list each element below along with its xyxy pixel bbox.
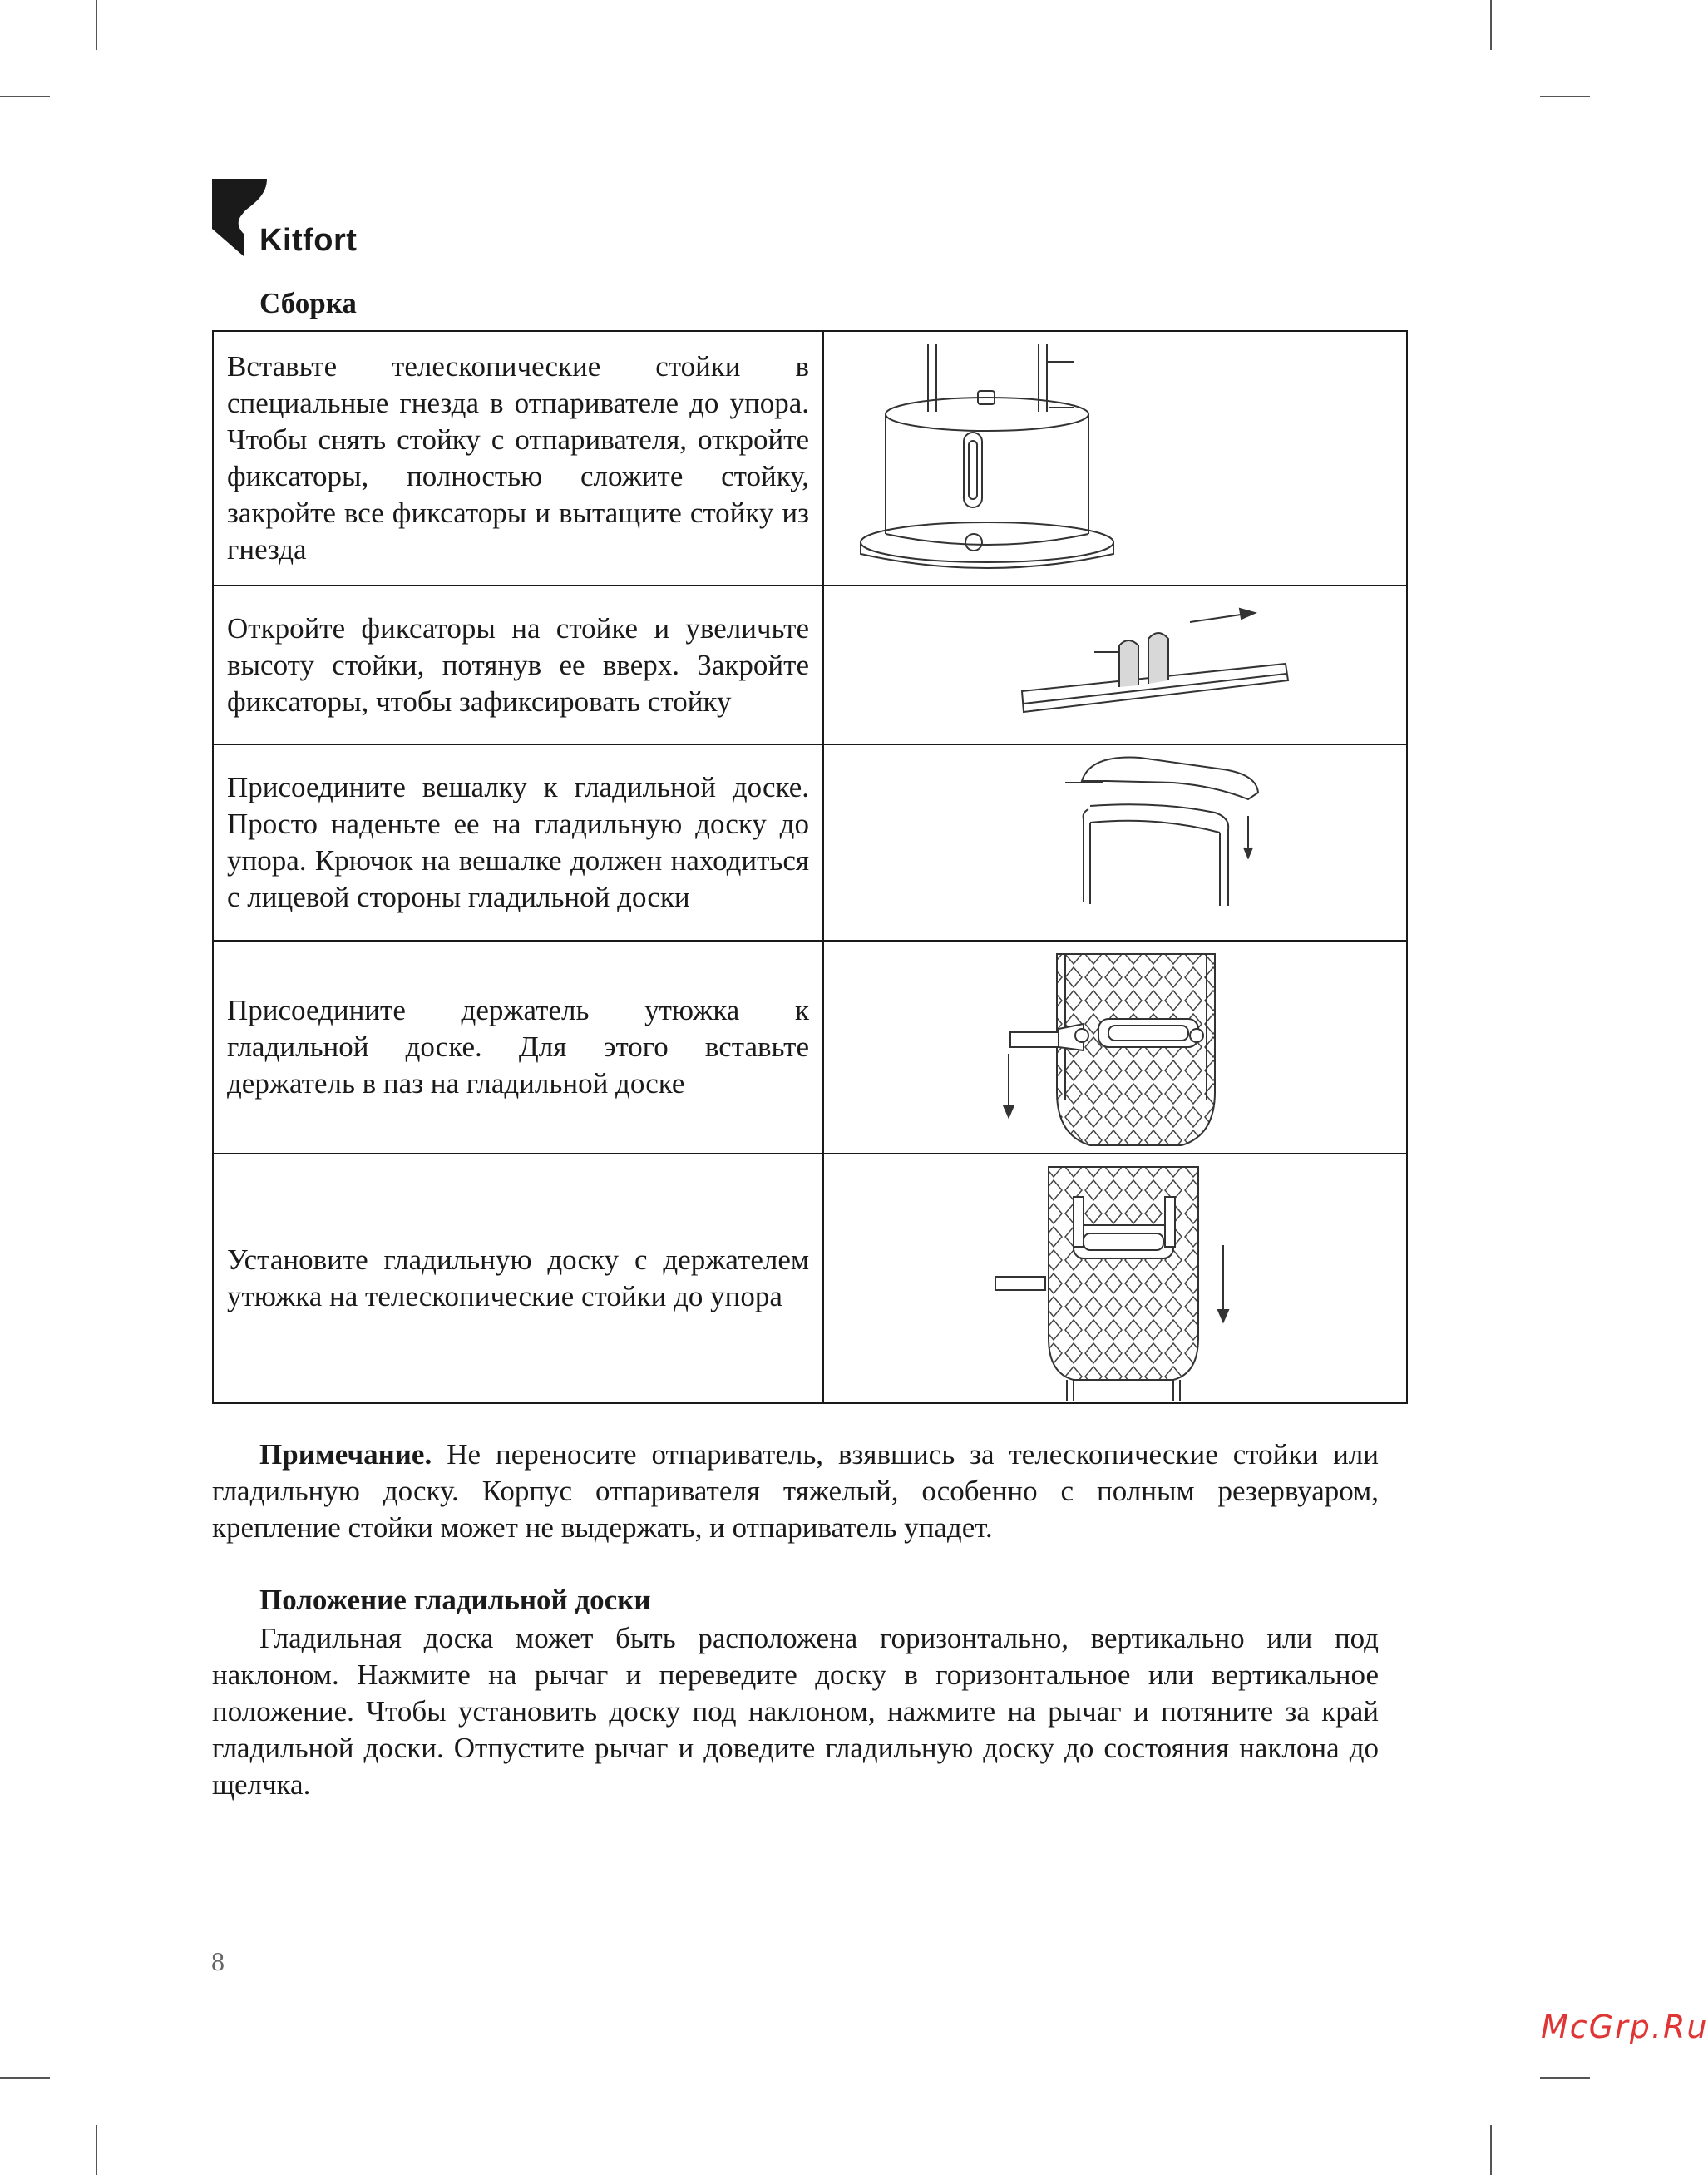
- hanger-illustration: [824, 746, 1406, 939]
- step-text: Присоедините держатель утюжка к гладильной доске. Для этого вставьте держатель в паз на гладильной доске: [213, 941, 823, 1154]
- brand-name: Kitfort: [259, 223, 358, 258]
- step-illustration: [823, 331, 1407, 586]
- board-position-paragraph: Гладильная доска может быть расположена горизонтально, вертикально или под наклоном. Нажмите на рычаг и переведите доску в горизонтальное или вертикальное положение. Чтобы установить доску под наклоном, нажмите на рычаг и потяните за край гладильной доски. Отпустите рычаг и доведите гладильную доску до состояния наклона до щелчка.: [212, 1622, 1379, 1801]
- crop-mark: [0, 2077, 50, 2079]
- note-paragraph: [212, 1436, 1379, 1546]
- table-row: [213, 941, 1407, 1154]
- table-row: [213, 331, 1407, 586]
- step-text: Вставьте телескопические стойки в специальные гнезда в отпаривателе до упора. Чтобы снять стойку с отпаривателя, откройте фиксаторы, полностью сложите стойку, закройте все фиксаторы и вытащите стойку из гнезда: [213, 331, 823, 586]
- table-row: [213, 1154, 1407, 1403]
- note-label: Примечание.: [259, 1438, 432, 1471]
- step-illustration: [823, 1154, 1407, 1403]
- crop-mark: [1490, 2125, 1492, 2175]
- note-text: Не переносите отпариватель, взявшись за телескопические стойки или гладильную доску. Корпус отпаривателя тяжелый, особенно с полным резервуаром, крепление стойки может не выдержать, и отпариватель упадет.: [212, 1438, 1379, 1544]
- steamer-base-illustration: [824, 333, 1406, 584]
- iron-holder-illustration: [824, 942, 1406, 1152]
- step-text: Присоедините вешалку к гладильной доске. Просто наденьте ее на гладильную доску до упора. Крючок на вешалке должен находиться с лицевой стороны гладильной доски: [213, 744, 823, 941]
- watermark: McGrp.Ru: [1541, 2009, 1708, 2045]
- step-illustration: [823, 586, 1407, 744]
- crop-mark: [96, 0, 97, 50]
- section-title-board-position: Положение гладильной доски: [259, 1584, 651, 1616]
- step-illustration: [823, 744, 1407, 941]
- crop-mark: [96, 2125, 97, 2175]
- crop-mark: [0, 96, 50, 97]
- page-number: 8: [211, 1946, 225, 1976]
- crop-mark: [1540, 2077, 1590, 2079]
- crop-mark: [1490, 0, 1492, 50]
- crop-mark: [1540, 96, 1590, 97]
- step-text: Откройте фиксаторы на стойке и увеличьте высоту стойки, потянув ее вверх. Закройте фиксаторы, чтобы зафиксировать стойку: [213, 586, 823, 744]
- table-row: [213, 744, 1407, 941]
- table-row: [213, 586, 1407, 744]
- step-text: Установите гладильную доску с держателем утюжка на телескопические стойки до упора: [213, 1154, 823, 1403]
- step-illustration: [823, 941, 1708, 2045]
- pole-clamps-illustration: [824, 587, 1406, 743]
- section-title-assembly: Сборка: [259, 287, 357, 319]
- board-on-poles-illustration: [824, 1155, 1406, 1401]
